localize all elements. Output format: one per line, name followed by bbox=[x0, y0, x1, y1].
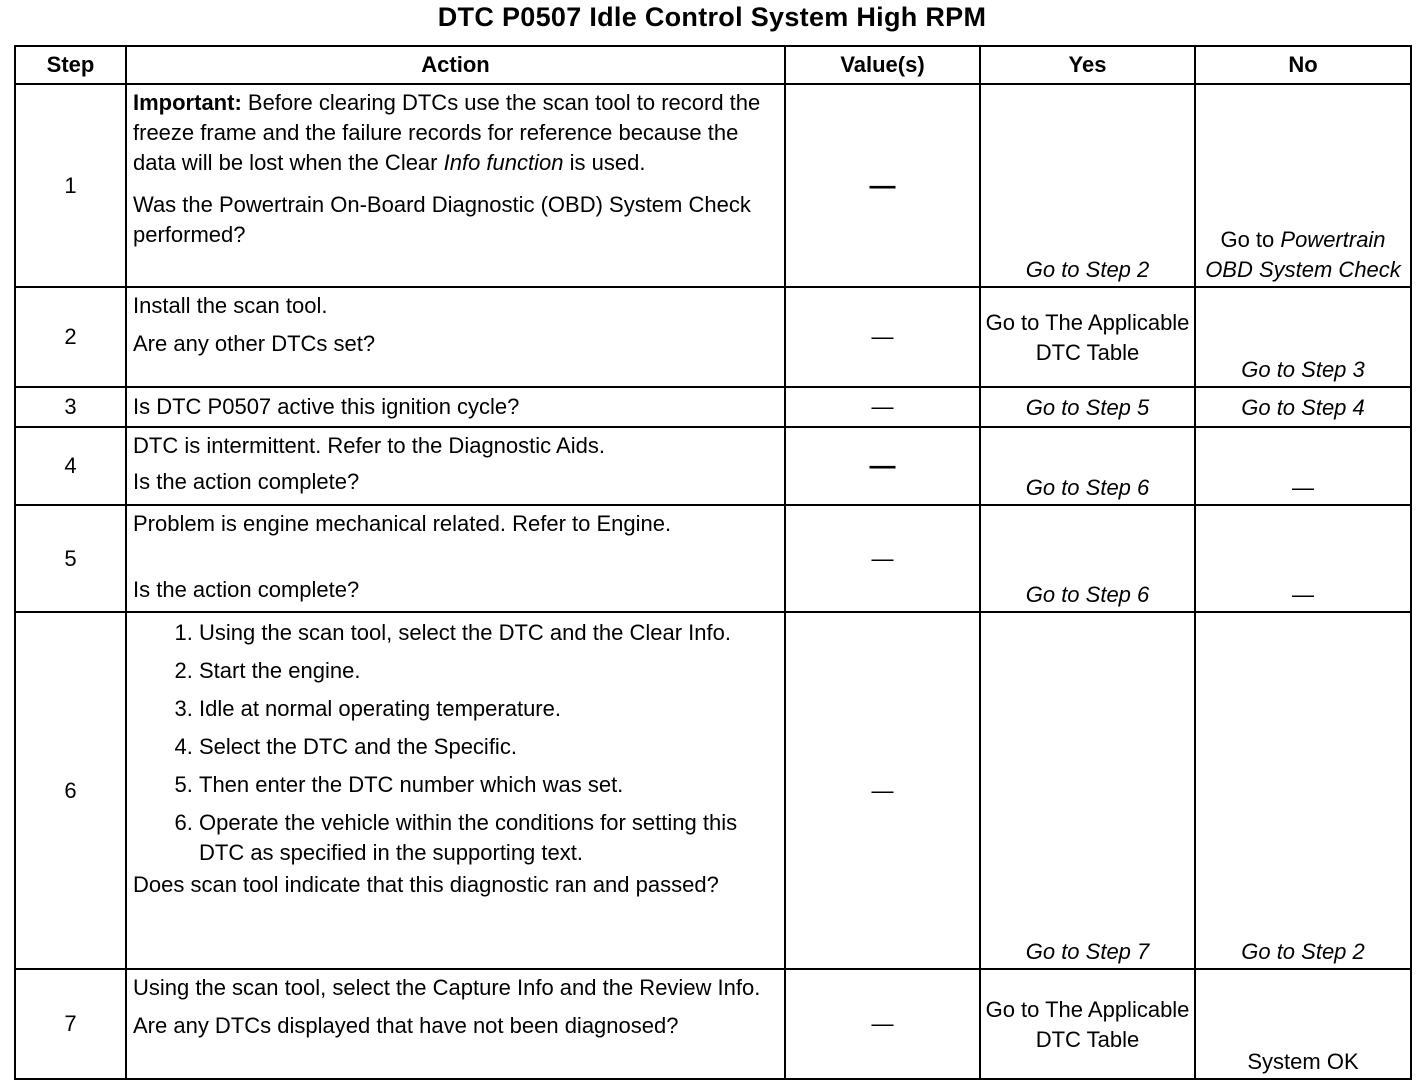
yes-cell: Go to The Applicable DTC Table bbox=[980, 969, 1195, 1079]
action-text: Problem is engine mechanical related. Refer to Engine. bbox=[133, 511, 672, 536]
yes-cell: Go to The Applicable DTC Table bbox=[980, 287, 1195, 387]
diagnostic-table bbox=[14, 45, 1412, 1080]
important-text: Before clearing DTCs use the scan tool to record the freeze frame and the failure records for reference because the data will be lost when the Clear bbox=[133, 90, 761, 175]
no-prefix: Go to bbox=[1220, 227, 1275, 252]
action-text: Install the scan tool. bbox=[133, 293, 328, 318]
no-cell: — bbox=[1195, 427, 1411, 505]
yes-cell: Go to Step 6 bbox=[980, 427, 1195, 505]
step-number: 5 bbox=[15, 505, 126, 612]
header-action: Action bbox=[126, 46, 785, 84]
no-cell: Go to Step 3 bbox=[1195, 287, 1411, 387]
header-yes: Yes bbox=[980, 46, 1195, 84]
table-header-row bbox=[15, 46, 1411, 84]
table-row bbox=[15, 427, 1411, 505]
step-number: 1 bbox=[15, 84, 126, 287]
action-cell bbox=[126, 969, 785, 1079]
table-row bbox=[15, 612, 1411, 969]
value-cell: — bbox=[785, 969, 980, 1079]
action-question: Is the action complete? bbox=[133, 577, 360, 602]
value-cell bbox=[785, 427, 980, 505]
list-item: 1. Using the scan tool, select the DTC and the Clear Info. bbox=[199, 618, 778, 648]
yes-cell: Go to Step 7 bbox=[980, 612, 1195, 969]
value-dash: — bbox=[869, 169, 896, 200]
header-values: Value(s) bbox=[785, 46, 980, 84]
procedure-list bbox=[133, 618, 778, 868]
value-dash: — bbox=[869, 450, 896, 480]
yes-cell: Go to Step 5 bbox=[980, 387, 1195, 427]
no-cell: System OK bbox=[1195, 969, 1411, 1079]
action-question: Does scan tool indicate that this diagnostic ran and passed? bbox=[133, 872, 719, 897]
step-number: 2 bbox=[15, 287, 126, 387]
value-cell: — bbox=[785, 387, 980, 427]
step-number: 4 bbox=[15, 427, 126, 505]
action-question: Is the action complete? bbox=[133, 469, 360, 494]
step-number: 6 bbox=[15, 612, 126, 969]
important-note bbox=[133, 88, 778, 178]
important-tail: is used. bbox=[569, 150, 646, 175]
header-step: Step bbox=[15, 46, 126, 84]
step-number: 3 bbox=[15, 387, 126, 427]
action-cell bbox=[126, 287, 785, 387]
action-text: DTC is intermittent. Refer to the Diagnostic Aids. bbox=[133, 433, 605, 458]
action-cell bbox=[126, 84, 785, 287]
value-cell bbox=[785, 84, 980, 287]
action-cell bbox=[126, 427, 785, 505]
table-row bbox=[15, 84, 1411, 287]
list-item: 3. Idle at normal operating temperature. bbox=[199, 694, 778, 724]
yes-cell: Go to Step 2 bbox=[980, 84, 1195, 287]
value-cell: — bbox=[785, 287, 980, 387]
list-item: 6. Operate the vehicle within the conditions for setting this DTC as specified in the supporting text. bbox=[199, 808, 778, 868]
page-title: DTC P0507 Idle Control System High RPM bbox=[437, 2, 987, 32]
important-label: Important: bbox=[133, 90, 242, 115]
table-row bbox=[15, 387, 1411, 427]
table-row bbox=[15, 969, 1411, 1079]
no-cell bbox=[1195, 84, 1411, 287]
header-no: No bbox=[1195, 46, 1411, 84]
action-question: Is DTC P0507 active this ignition cycle? bbox=[126, 387, 785, 427]
no-italic: Powertrain OBD System Check bbox=[1205, 227, 1401, 282]
table-row bbox=[15, 287, 1411, 387]
important-italic: Info function bbox=[443, 150, 564, 175]
value-cell: — bbox=[785, 612, 980, 969]
no-cell: Go to Step 4 bbox=[1195, 387, 1411, 427]
list-item: 5. Then enter the DTC number which was set. bbox=[199, 770, 778, 800]
action-question: Was the Powertrain On-Board Diagnostic (OBD) System Check performed? bbox=[133, 192, 751, 247]
action-question: Are any DTCs displayed that have not been diagnosed? bbox=[133, 1013, 679, 1038]
list-item: 2. Start the engine. bbox=[199, 656, 778, 686]
no-cell: Go to Step 2 bbox=[1195, 612, 1411, 969]
step-number: 7 bbox=[15, 969, 126, 1079]
no-cell: — bbox=[1195, 505, 1411, 612]
action-cell bbox=[126, 505, 785, 612]
action-question: Are any other DTCs set? bbox=[133, 331, 376, 356]
value-cell: — bbox=[785, 505, 980, 612]
table-row bbox=[15, 505, 1411, 612]
action-cell bbox=[126, 612, 785, 969]
action-text: Using the scan tool, select the Capture Info and the Review Info. bbox=[133, 975, 761, 1000]
yes-cell: Go to Step 6 bbox=[980, 505, 1195, 612]
list-item: 4. Select the DTC and the Specific. bbox=[199, 732, 778, 762]
